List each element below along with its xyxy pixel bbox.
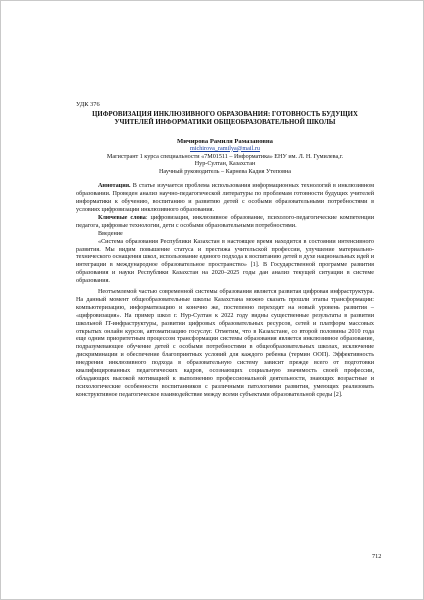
title-line-1: ЦИФРОВИЗАЦИЯ ИНКЛЮЗИВНОГО ОБРАЗОВАНИЯ: ГОТОВНОСТЬ БУДУЩИХ xyxy=(92,110,358,118)
email-link[interactable]: michirova_ramilya@mail.ru xyxy=(190,145,260,152)
article-body xyxy=(76,101,374,400)
affiliation-line-2: Нур-Султан, Казахстан xyxy=(194,161,256,168)
abstract xyxy=(76,183,374,215)
page-number: 712 xyxy=(372,553,382,560)
abstract-label: Аннотация. xyxy=(98,183,131,190)
intro-heading: Введение xyxy=(98,230,123,237)
supervisor: Научный руководитель – Карнева Кадия Утеповна xyxy=(158,169,292,176)
keywords-text: : цифровизация, инклюзивное образование, психолого-педагогические компетенции педагога, цифровые технологии, дети с особыми образовательными потребностями. xyxy=(76,214,375,229)
abstract-text: В статье изучается проблема использования информационных технологий в инклюзивном образовании. Проведен анализ научно-педагогической литературы по проблемам готовности будущих учителей информатики к обучению, воспитанию и развитию детей с особыми образовательными потребностями в условиях цифровизации инклюзивного образования. xyxy=(76,183,374,213)
author-email[interactable] xyxy=(76,146,374,154)
paragraph-2: Неотъемлемой частью современной системы образования является развитая цифровая инфраструктура. На данный момент общеобразовательные школы Казахстана можно сказать прошли этапы трансформации: компьютеризацию, информатизацию и конечно же, постепенно переходят на новый уровень развития – «цифровизация». На пример школ г. Нур-Султан к 2022 году видны существенные результаты в развитии школьной IT-инфраструктуры, развитии цифровых образовательных ресурсов, сетей и платформ массовых открытых онлайн курсов, автоматизацию госуслуг. Отметим, что в Казахстане, со второй половины 2010 года еще одним приоритетным процессом трансформации системы образования является инклюзивное образование, подразумевающее обучение детей с особыми потребностями в общеобразовательных школах, исключение дискриминации и обеспечение благоприятных условий для каждого ребенка (термин ООП). Эффективность внедрения инклюзивного подхода в образовательную систему зависит прежде всего от подготовки квалифицированных педагогических кадров, осознающих социальную значимость своей профессии, обладающих высокой мотивацией к выполнению профессиональной деятельности, знающих возрастные и психологические особенности воспитанников с различными патологиями развития, умеющих реализовать конструктивное педагогическое взаимодействие между всеми субъектами образовательной среды [2]. xyxy=(76,289,374,398)
affiliation-line-1: Магистрант 1 курса специальности «7М01511 – Информатика» ЕНУ им. Л. Н. Гумилева,г. xyxy=(106,153,344,160)
article-title xyxy=(76,111,374,128)
title-line-2: УЧИТЕЛЕЙ ИНФОРМАТИКИ ОБЩЕОБРАЗОВАТЕЛЬНОЙ ШКОЛЫ xyxy=(114,119,336,127)
keywords xyxy=(76,215,374,231)
paragraph-1: «Система образования Республики Казахстан в настоящее время находится в состоянии интенсивного развития. Мы видим повышение статуса и престижа учительской профессии, улучшение материально-технического оснащения школ, использование единого подхода к воспитанию детей в духе национальных идей и интеграции в международное образовательное пространство» [1]. В Государственной программе развития образования и науки Республики Казахстан на 2020–2025 годы дан анализ текущей ситуации в системе образования. xyxy=(76,238,374,285)
author-name: Мичирова Рамиля Рамазановна xyxy=(177,137,273,145)
udk-code: УДК 376 xyxy=(76,101,100,108)
keywords-label: Ключевые слова xyxy=(98,214,146,221)
